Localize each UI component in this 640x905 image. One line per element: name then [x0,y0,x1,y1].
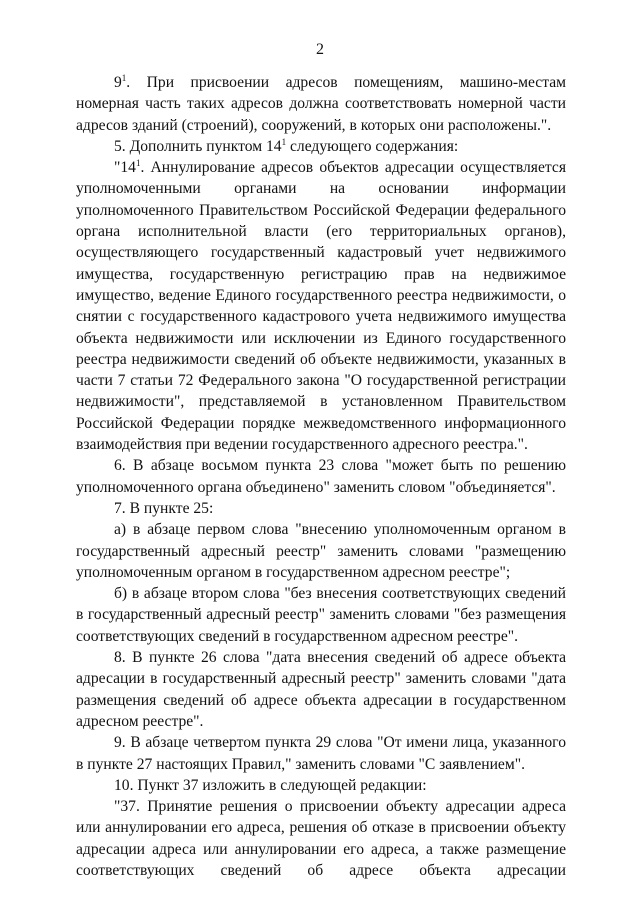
paragraph-item-8: 8. В пункте 26 слова "дата внесения сведений об адресе объекта адресации в государственный адресный реестр" заменить словами "дата размещения сведений об адресе объекта адресации в государственном адресном реестре". [76,649,566,730]
paragraph-item-10: 10. Пункт 37 изложить в следующей редакции: [114,776,427,794]
paragraph-37: "37. Принятие решения о присвоении объекту адресации адреса или аннулировании его адреса, решения об отказе в присвоении объекту адресации адреса или аннулировании его адреса, а также размещение соответствующих сведений об адресе объекта адресации [76,798,566,879]
paragraph-item-7-b: б) в абзаце втором слова "без внесения соответствующих сведений в государственный адресный реестр" заменить словами "без размещения соответствующих сведений в государственном адресном реестре". [76,585,566,645]
paragraph-14-1: "$14^1$. Аннулирование адресов объектов адресации осуществляется уполномоченными органами на основании информации уполномоченного Правительством Российской Федерации федерального органа исполнительной власти (его территориальных органов), осуществляющего государственный кадастровый учет недвижимого имущества, государственную регистрацию прав на недвижимое имущество, ведение Единого государственного реестра недвижимости, о снятии с государственного кадастрового учета недвижимого имущества объекта недвижимости или исключении из Единого государственного реестра недвижимости сведений об объекте недвижимости, указанных в части 7 статьи 72 Федерального закона "О государственной регистрации недвижимости", представляемой в установленном Правительством Российской Федерации порядке межведомственного информационного взаимодействия при ведении государственного адресного реестра.". [76,158,566,454]
paragraph-item-7-a: а) в абзаце первом слова "внесению уполномоченным органом в государственный адресный реестр" заменить словами "размещению уполномоченным органом в государственном адресном реестре"; [76,521,566,581]
paragraph-item-5: 5. Дополнить пунктом $14^1$ следующего содержания: [114,136,459,155]
page-number: 2 [316,41,324,58]
paragraph-item-9: 9. В абзаце четвертом пункта 29 слова "От имени лица, указанного в пункте 27 настоящих Правил," заменить словами "С заявлением". [76,734,566,773]
paragraph-item-7: 7. В пункте 25: [114,499,214,517]
document-body [76,72,566,881]
paragraph-item-6: 6. В абзаце восьмом пункта 23 слова "может быть по решению уполномоченного органа объединено" заменить словом "объединяется". [76,457,566,496]
paragraph-9-1: $9^1$. При присвоении адресов помещениям, машино-местам номерная часть таких адресов должна соответствовать номерной части адресов зданий (строений), сооружений, в которых они расположены.". [76,73,566,134]
